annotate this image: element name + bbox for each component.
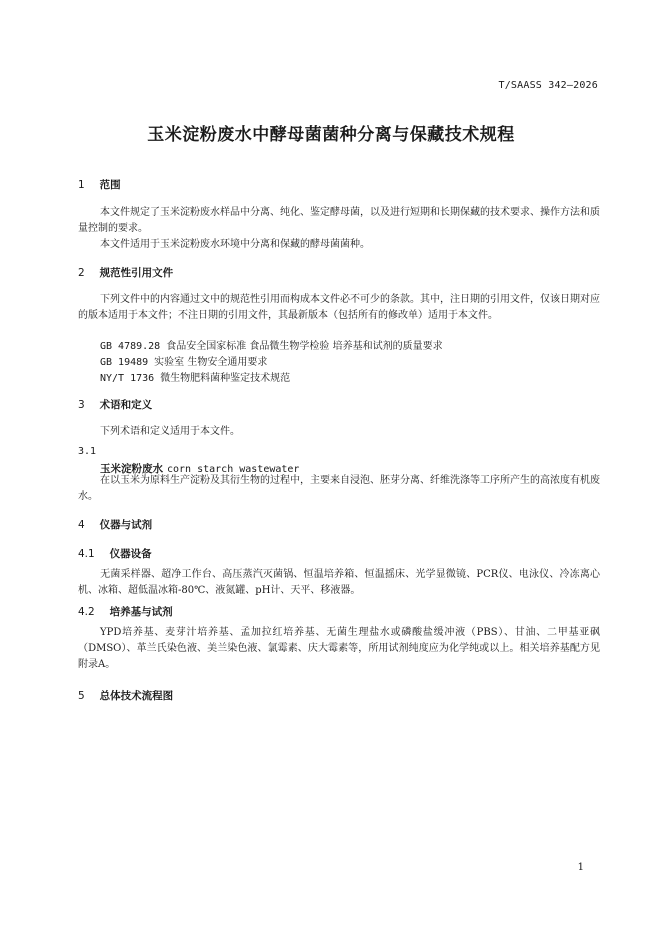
section-1-paragraph-2: 本文件适用于玉米淀粉废水环境中分离和保藏的酵母菌菌种。	[100, 239, 370, 250]
section-number: 2	[78, 267, 85, 279]
section-title: 总体技术流程图	[99, 690, 174, 702]
section-3-heading	[78, 397, 152, 412]
subsection-title: 培养基与试剂	[109, 606, 173, 618]
section-title: 范围	[99, 179, 121, 191]
section-2-paragraph-1: 下列文件中的内容通过文中的规范性引用而构成本文件必不可少的条款。其中，注日期的引用文件，仅该日期对应的版本适用于本文件；不注日期的引用文件，其最新版本（包括所有的修改单）适用于本文件。	[78, 294, 600, 321]
section-number: 1	[78, 179, 85, 191]
term-name-en: corn starch wastewater	[167, 464, 300, 475]
reference-item	[100, 371, 290, 387]
section-4-heading	[78, 517, 152, 532]
section-5-heading	[78, 688, 173, 703]
term-definition: 在以玉米为原料生产淀粉及其衍生物的过程中，主要来自浸泡、胚芽分离、纤维洗涤等工序所产生的高浓度有机废水。	[78, 475, 600, 502]
reference-title: 实验室 生物安全通用要求	[154, 357, 268, 368]
standard-code: T/SAASS 342—2026	[498, 80, 598, 91]
section-4-1-paragraph: 无菌采样器、超净工作台、高压蒸汽灭菌锅、恒温培养箱、恒温摇床、光学显微镜、PCR仪、电泳仪、冷冻离心机、冰箱、超低温冰箱-80℃、液氮罐、pH计、天平、移液器。	[78, 569, 600, 596]
subsection-title: 仪器设备	[109, 548, 152, 560]
reference-code: GB 19489	[100, 357, 149, 368]
subsection-number: 4.2	[78, 606, 95, 618]
reference-title: 微生物肥料菌种鉴定技术规范	[160, 373, 291, 384]
document-title: 玉米淀粉废水中酵母菌菌种分离与保藏技术规程	[147, 125, 515, 145]
section-2-heading	[78, 265, 173, 280]
subsection-number: 4.1	[78, 548, 95, 560]
term-name-zh: 玉米淀粉废水	[100, 463, 163, 475]
reference-code: GB 4789.28	[100, 341, 161, 352]
page-number: 1	[577, 862, 584, 873]
section-4-2-heading	[78, 604, 173, 619]
reference-item	[100, 355, 267, 371]
section-title: 仪器与试剂	[99, 519, 153, 531]
section-title: 术语和定义	[99, 399, 153, 411]
section-number: 5	[78, 690, 85, 702]
section-3-paragraph-1: 下列术语和定义适用于本文件。	[100, 426, 240, 437]
section-1-heading	[78, 177, 121, 192]
section-4-2-paragraph: YPD培养基、麦芽汁培养基、孟加拉红培养基、无菌生理盐水或磷酸盐缓冲液（PBS）、甘油、二甲基亚砜（DMSO）、革兰氏染色液、美兰染色液、氯霉素、庆大霉素等，所用试剂纯度应为化学纯或以上。相关培养基配方见附录A。	[78, 627, 600, 670]
section-4-1-heading	[78, 546, 152, 561]
term-number: 3.1	[78, 446, 97, 457]
section-title: 规范性引用文件	[99, 267, 174, 279]
reference-title: 食品安全国家标准 食品微生物学检验 培养基和试剂的质量要求	[166, 341, 443, 352]
reference-item	[100, 339, 443, 355]
reference-code: NY/T 1736	[100, 373, 155, 384]
section-number: 3	[78, 399, 85, 411]
section-1-paragraph-1: 本文件规定了玉米淀粉废水样品中分离、纯化、鉴定酵母菌，以及进行短期和长期保藏的技术要求、操作方法和质量控制的要求。	[78, 207, 600, 234]
section-number: 4	[78, 519, 85, 531]
